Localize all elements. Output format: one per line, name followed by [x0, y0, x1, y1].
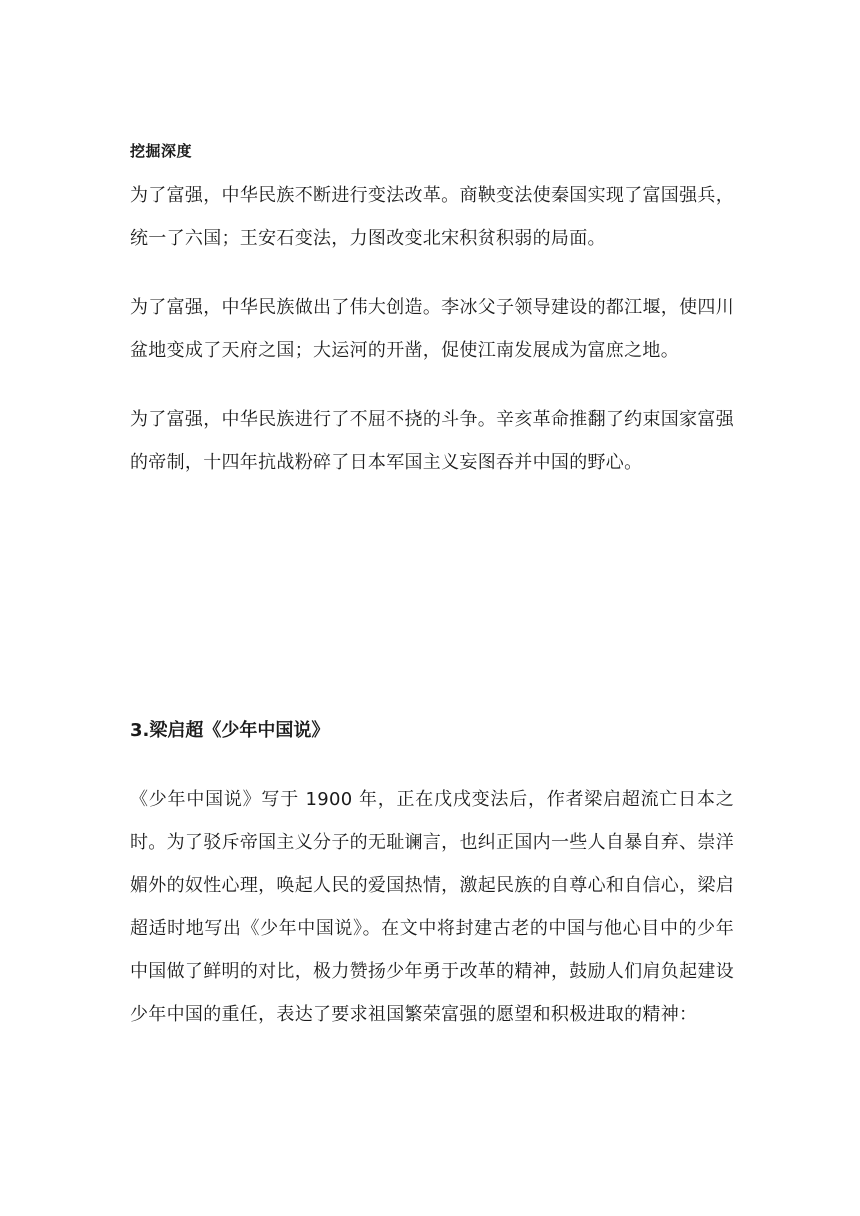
- paragraph-struggle: 为了富强，中华民族进行了不屈不挠的斗争。辛亥革命推翻了约束国家富强的帝制，十四年抗战粉碎了日本军国主义妄图吞并中国的野心。: [130, 409, 734, 473]
- section-heading-liang-qichao: 3.梁启超《少年中国说》: [130, 720, 330, 741]
- paragraph-young-china: 《少年中国说》写于 1900 年，正在戊戌变法后，作者梁启超流亡日本之时。为了驳斥帝国主义分子的无耻谰言，也纠正国内一些人自暴自弃、崇洋媚外的奴性心理，唤起人民的爱国热情，激起民族的自尊心和自信心，梁启超适时地写出《少年中国说》。在文中将封建古老的中国与他心目中的少年中国做了鲜明的对比，极力赞扬少年勇于改革的精神，鼓励人们肩负起建设少年中国的重任，表达了要求祖国繁荣富强的愿望和积极进取的精神：: [130, 789, 734, 1025]
- paragraph-reform: 为了富强，中华民族不断进行变法改革。商鞅变法使秦国实现了富国强兵，统一了六国；王安石变法，力图改变北宋积贫积弱的局面。: [130, 185, 734, 249]
- paragraph-creation: 为了富强，中华民族做出了伟大创造。李冰父子领导建设的都江堰，使四川盆地变成了天府之国；大运河的开凿，促使江南发展成为富庶之地。: [130, 297, 734, 361]
- section-heading-dig-deep: 挖掘深度: [130, 142, 193, 160]
